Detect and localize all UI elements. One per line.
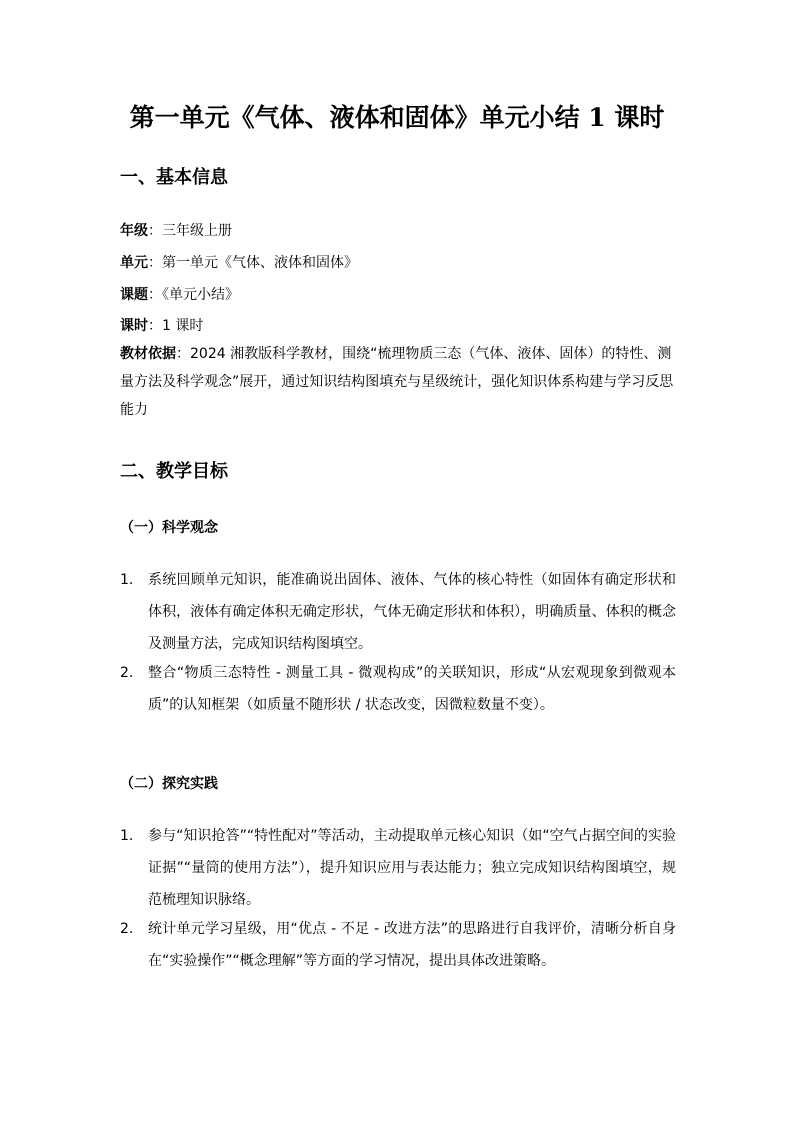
list-item-text: 统计单元学习星级，用“优点 - 不足 - 改进方法”的思路进行自我评价，清晰分析自身在“实验操作”“概念理解”等方面的学习情况，提出具体改进策略。	[148, 921, 676, 969]
list-item-number: 1.	[120, 828, 134, 844]
section-heading-basic-info: 一、基本信息	[120, 167, 228, 188]
info-basis-sep: ：	[176, 346, 190, 362]
page-title: 第一单元《气体、液体和固体》单元小结 1 课时	[129, 103, 665, 132]
list-item	[120, 820, 676, 916]
list-item	[120, 913, 676, 977]
info-topic	[120, 280, 676, 310]
info-basis-value: 2024 湘教版科学教材，围绕“梳理物质三态（气体、液体、固体）的特性、测量方法及科学观念”展开，通过知识结构图填充与星级统计，强化知识体系构建与学习反思能力	[120, 346, 674, 418]
list-item-text: 系统回顾单元知识，能准确说出固体、液体、气体的核心特性（如固体有确定形状和体积，液体有确定体积无确定形状，气体无确定形状和体积），明确质量、体积的概念及测量方法，完成知识结构图填空。	[148, 572, 676, 652]
list-item-number: 2.	[120, 665, 134, 681]
section-heading-teaching-goals: 二、教学目标	[120, 461, 228, 482]
list-item	[120, 657, 676, 721]
info-grade-value: 三年级上册	[162, 223, 232, 239]
info-textbook-basis	[120, 340, 676, 424]
info-topic-label: 课题	[120, 287, 148, 303]
info-grade-label: 年级	[120, 223, 148, 239]
list-item-number: 2.	[120, 921, 134, 937]
info-basis-label: 教材依据	[120, 346, 176, 362]
info-hours-value: 1 课时	[162, 318, 204, 334]
info-topic-value: 《单元小结》	[162, 287, 239, 303]
info-unit-label: 单元	[120, 255, 148, 271]
subsection-heading-inquiry-practice: （二）探究实践	[120, 776, 218, 792]
info-hours-label: 课时	[120, 318, 148, 334]
info-hours-sep: ：	[148, 318, 162, 334]
list-item-number: 1.	[120, 572, 134, 588]
list-item	[120, 564, 676, 660]
info-grade-sep: ：	[148, 223, 162, 239]
list-item-text: 参与“知识抢答”“特性配对”等活动，主动提取单元核心知识（如“空气占据空间的实验证据”“量筒的使用方法”），提升知识应用与表达能力；独立完成知识结构图填空，规范梳理知识脉络。	[148, 828, 676, 908]
info-unit-sep: ：	[148, 255, 162, 271]
info-unit-value: 第一单元《气体、液体和固体》	[162, 255, 358, 271]
info-grade	[120, 216, 676, 246]
list-item-text: 整合“物质三态特性 - 测量工具 - 微观构成”的关联知识，形成“从宏观现象到微观本质”的认知框架（如质量不随形状 / 状态改变，因微粒数量不变）。	[148, 665, 676, 713]
info-unit	[120, 248, 676, 278]
subsection-heading-science-concepts: （一）科学观念	[120, 520, 218, 536]
info-hours	[120, 311, 676, 341]
info-topic-sep: ：	[148, 287, 162, 303]
